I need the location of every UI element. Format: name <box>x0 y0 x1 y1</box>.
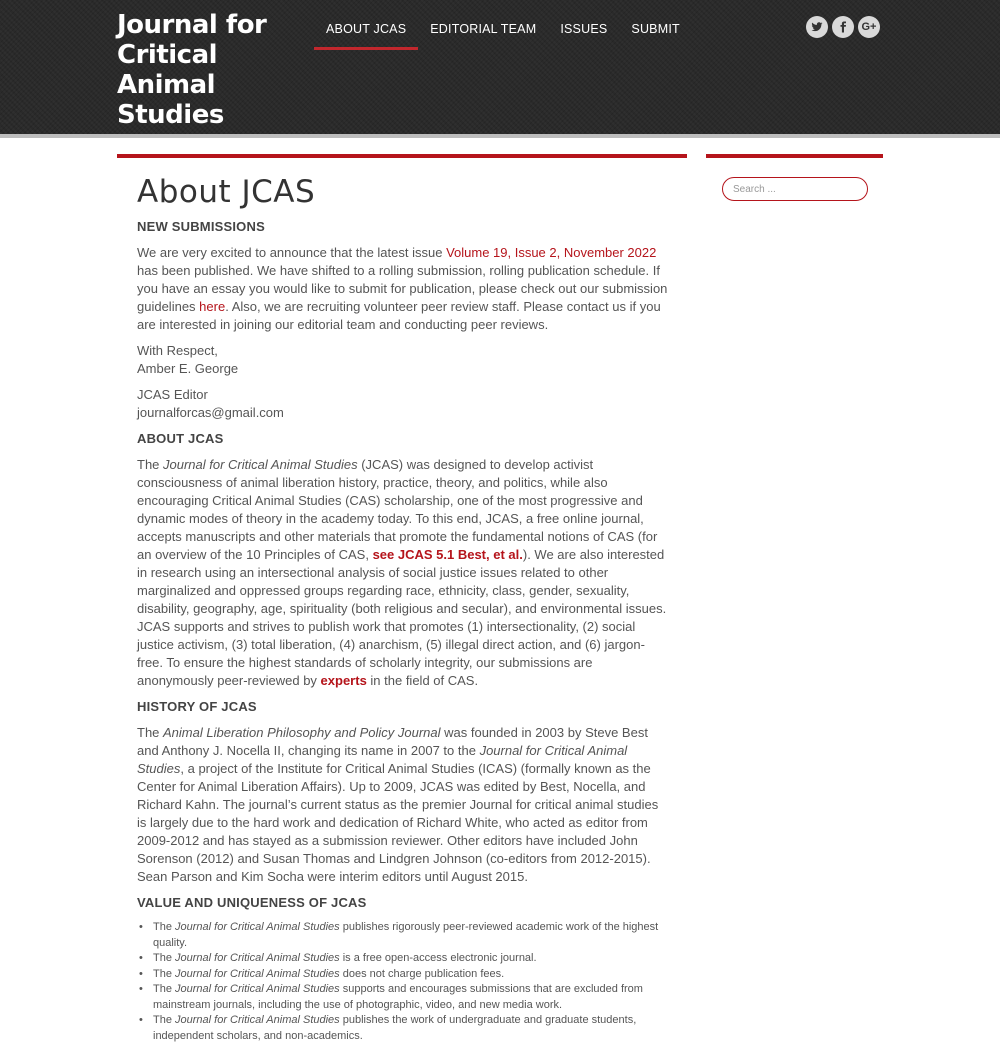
main-content <box>137 172 669 1044</box>
social-links <box>806 16 880 38</box>
list-item: • The Journal for Critical Animal Studies does not charge publication fees. <box>153 967 669 983</box>
nav-item-issues[interactable]: ISSUES <box>560 22 608 36</box>
main-nav <box>314 0 692 50</box>
list-item: • The Journal for Critical Animal Studies is a free open-access electronic journal. <box>153 951 669 967</box>
twitter-icon[interactable] <box>806 16 828 38</box>
facebook-icon[interactable] <box>832 16 854 38</box>
experts-link[interactable]: experts <box>320 673 367 688</box>
list-item: • The Journal for Critical Animal Studies publishes rigorously peer-reviewed academic work of the highest quality. <box>153 920 669 951</box>
nav-item-submit[interactable]: SUBMIT <box>631 22 680 36</box>
google-plus-icon[interactable]: G+ <box>858 16 880 38</box>
latest-issue-link[interactable]: Volume 19, Issue 2, November 2022 <box>446 245 657 260</box>
history-paragraph: The Animal Liberation Philosophy and Policy Journal was founded in 2003 by Steve Best and Anthony J. Nocella II, changing its name in 2007 to the Journal for Critical Animal Studies, a project of the Institute for Critical Animal Studies (ICAS) (formally known as the Center for Animal Liberation Affairs). Up to 2009, JCAS was edited by Best, Nocella, and Richard Kahn. The journal’s current status as the premier Journal for critical animal studies is largely due to the hard work and dedication of Richard White, who acted as editor from 2009-2012 and has stayed as a submission reviewer. Other editors have included John Sorenson (2012) and Susan Thomas and Lindgren Johnson (co-editors from 2012-2015). Sean Parson and Kim Socha were interim editors until August 2015. <box>137 725 659 884</box>
nav-item-editorial-team[interactable]: EDITORIAL TEAM <box>430 22 537 36</box>
value-list <box>137 920 669 1044</box>
nav-item-about[interactable]: ABOUT JCAS <box>314 0 418 50</box>
principles-link[interactable]: see JCAS 5.1 Best, et al. <box>372 547 523 562</box>
announcement-paragraph: We are very excited to announce that the latest issue Volume 19, Issue 2, November 2022 has been published. We have shifted to a rolling submission, rolling publication schedule. If you have an essay you would like to submit for publication, please check out our submission guidelines here. Also, we are recruiting volunteer peer review staff. Please contact us if you are interested in joining our editorial team and conducting peer reviews. <box>137 245 668 332</box>
header-divider <box>0 134 1000 138</box>
page-title: About JCAS <box>137 174 316 210</box>
content-top-rule <box>117 154 687 158</box>
list-item: • The Journal for Critical Animal Studies publishes the work of undergraduate and graduate students, independent scholars, and non-academics. <box>153 1013 669 1044</box>
list-item: • The Journal for Critical Animal Studies supports and encourages submissions that are excluded from mainstream journals, including the use of photographic, video, and new media work. <box>153 982 669 1013</box>
section-heading-history: HISTORY OF JCAS <box>137 699 257 714</box>
section-heading-value: VALUE AND UNIQUENESS OF JCAS <box>137 895 367 910</box>
editor-email: journalforcas@gmail.com <box>137 405 284 420</box>
guidelines-link[interactable]: here <box>199 299 226 314</box>
sidebar-top-rule <box>706 154 883 158</box>
editor-contact: JCAS Editor journalforcas@gmail.com <box>137 387 284 420</box>
section-heading-about: ABOUT JCAS <box>137 431 224 446</box>
about-paragraph: The Journal for Critical Animal Studies (JCAS) was designed to develop activist consciousness of animal liberation history, practice, theory, and politics, while also encouraging Critical Animal Studies (CAS) scholarship, one of the most progressive and dynamic modes of theory in the academy today. To this end, JCAS, a free online journal, accepts manuscripts and other materials that promote the fundamental notions of CAS (for an overview of the 10 Principles of CAS, see JCAS 5.1 Best, et al.). We are also interested in research using an intersectional analysis of social justice issues related to other marginalized and oppressed groups regarding race, ethnicity, class, gender, sexuality, disability, geography, age, spirituality (both religious and secular), and environmental issues. JCAS supports and strives to publish work that promotes (1) intersectionality, (2) social justice activism, (3) total liberation, (4) anarchism, (5) illegal direct action, and (6) jargon-free. To ensure the highest standards of scholarly integrity, our submissions are anonymously peer-reviewed by experts in the field of CAS. <box>137 457 667 688</box>
signature: With Respect, Amber E. George <box>137 343 239 376</box>
site-title[interactable]: Journal for Critical Animal Studies <box>117 10 267 130</box>
search-input[interactable] <box>722 177 868 201</box>
section-heading-new-submissions: NEW SUBMISSIONS <box>137 219 265 234</box>
